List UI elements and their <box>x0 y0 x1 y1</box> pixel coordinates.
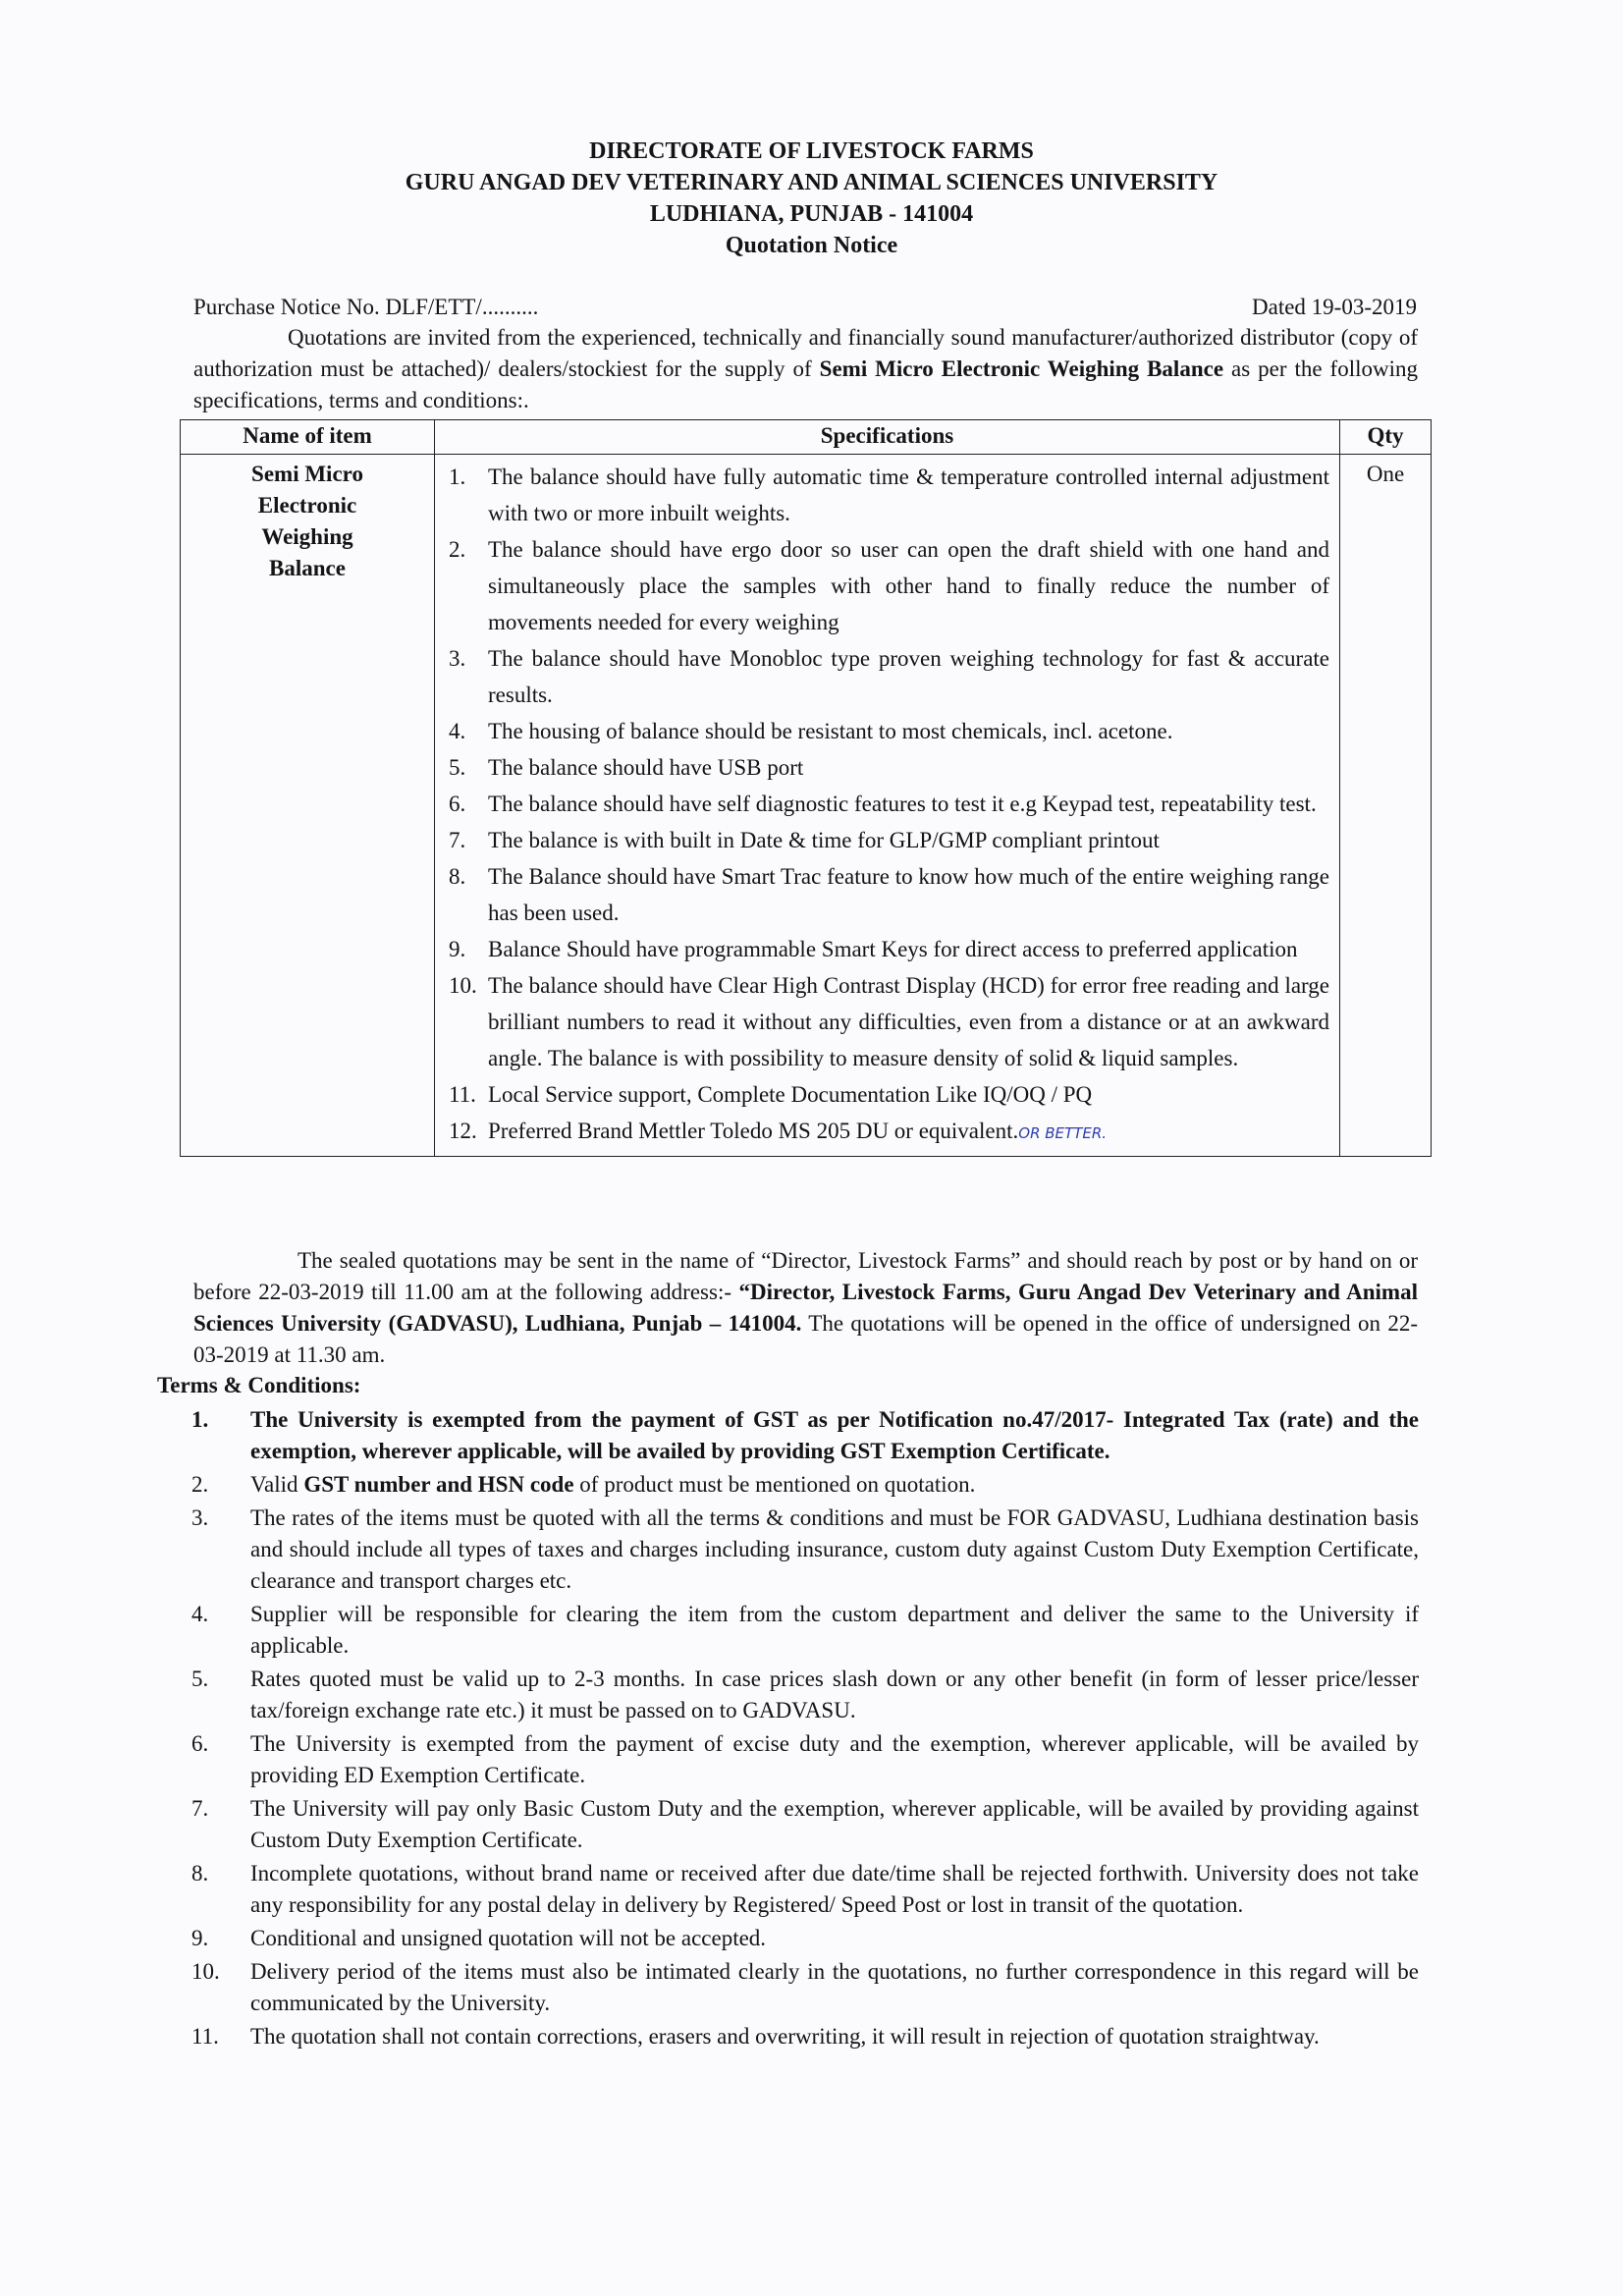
term-item <box>191 1728 1419 1791</box>
spec-text: The balance is with built in Date & time for GLP/GMP compliant printout <box>488 828 1160 852</box>
spec-number: 3. <box>449 646 466 671</box>
term-item <box>191 1956 1419 2019</box>
term-text: The rates of the items must be quoted with all the terms & conditions and must be FOR GADVASU, Ludhiana destination basis and should include all types of taxes and charges including insurance, custom duty against Custom Duty Exemption Certificate, clearance and transport charges etc. <box>250 1505 1419 1593</box>
spec-number: 11. <box>449 1082 476 1107</box>
term-item <box>191 1599 1419 1662</box>
item-name-cell <box>181 455 435 1157</box>
term-number: 4. <box>191 1602 209 1626</box>
header-directorate: DIRECTORATE OF LIVESTOCK FARMS <box>589 138 1034 164</box>
purchase-notice-number: Purchase Notice No. DLF/ETT/.......... <box>193 295 539 319</box>
notice-date: Dated 19-03-2019 <box>1252 295 1417 319</box>
intro-text-2: as per the following specifications, terms and conditions:. <box>193 356 1418 412</box>
spec-item <box>449 1076 1329 1113</box>
term-number: 1. <box>191 1407 209 1432</box>
spec-item <box>449 531 1329 640</box>
term-number: 10. <box>191 1959 220 1984</box>
spec-text: The balance should have Clear High Contrast Display (HCD) for error free reading and large brilliant numbers to read it without any difficulties, even from a distance or at an awkward angle. The balance is with possibility to measure density of solid & liquid samples. <box>488 973 1329 1070</box>
term-item <box>191 1793 1419 1856</box>
intro-text-1: Quotations are invited from the experienced, technically and financially sound manufacturer/authorized distributor (copy of authorization must be attached)/ dealers/stockiest for the supply of <box>193 325 1418 381</box>
spec-item <box>449 1113 1329 1152</box>
submission-text-1: The sealed quotations may be sent in the name of “Director, Livestock Farms” and should reach by post or by hand on or before 22-03-2019 till 11.00 am at the following address:- <box>193 1248 1418 1304</box>
term-text: The University is exempted from the payment of GST as per Notification no.47/2017- Integrated Tax (rate) and the exemption, wherever applicable, will be availed by providing GST Exemption Certificate. <box>250 1407 1419 1463</box>
intro-item-name: Semi Micro Electronic Weighing Balance <box>819 356 1224 381</box>
spec-item <box>449 931 1329 967</box>
spec-text: Balance Should have programmable Smart Keys for direct access to preferred application <box>488 937 1298 961</box>
submission-paragraph <box>193 1245 1418 1371</box>
term-text: The University is exempted from the payment of excise duty and the exemption, wherever applicable, will be availed by providing ED Exemption Certificate. <box>250 1731 1419 1787</box>
table-header-row <box>181 420 1432 455</box>
spec-number: 1. <box>449 465 466 489</box>
handwritten-note: OR BETTER. <box>1018 1124 1108 1142</box>
term-number: 11. <box>191 2024 219 2049</box>
term-text: Rates quoted must be valid up to 2-3 months. In case prices slash down or any other benefit (in form of lesser price/lesser tax/foreign exchange rate etc.) it must be passed on to GADVASU. <box>250 1667 1419 1722</box>
header-university: GURU ANGAD DEV VETERINARY AND ANIMAL SCIENCES UNIVERSITY <box>405 170 1218 195</box>
specification-table <box>180 419 1432 1157</box>
term-item <box>191 1404 1419 1467</box>
spec-item <box>449 640 1329 713</box>
spec-number: 12. <box>449 1119 477 1143</box>
header-qty: Qty <box>1340 420 1432 455</box>
spec-item <box>449 459 1329 531</box>
term-item <box>191 1923 1419 1954</box>
spec-number: 4. <box>449 719 466 743</box>
spec-number: 8. <box>449 864 466 889</box>
term-text: Conditional and unsigned quotation will not be accepted. <box>250 1926 767 1950</box>
term-text: The University will pay only Basic Custom Duty and the exemption, wherever applicable, will be availed by providing against Custom Duty Exemption Certificate. <box>250 1796 1419 1852</box>
specifications-cell <box>435 455 1340 1157</box>
header-notice-title: Quotation Notice <box>725 233 898 258</box>
spec-number: 7. <box>449 828 466 852</box>
spec-number: 9. <box>449 937 466 961</box>
spec-text: The balance should have USB port <box>488 755 804 780</box>
term-number: 9. <box>191 1926 209 1950</box>
header-name-of-item: Name of item <box>181 420 435 455</box>
spec-item <box>449 786 1329 822</box>
spec-text: The housing of balance should be resistant to most chemicals, incl. acetone. <box>488 719 1173 743</box>
term-text-bold: GST number and HSN code <box>303 1472 574 1497</box>
spec-number: 10. <box>449 973 477 998</box>
spec-number: 5. <box>449 755 466 780</box>
document-header <box>0 136 1623 261</box>
qty-cell: One <box>1340 455 1432 1157</box>
terms-heading: Terms & Conditions: <box>157 1373 361 1397</box>
spec-item <box>449 858 1329 931</box>
term-item <box>191 2021 1419 2052</box>
spec-text: The balance should have ergo door so user can open the draft shield with one hand and simultaneously place the samples with other hand to finally reduce the number of movements needed for every weighing <box>488 537 1329 634</box>
intro-paragraph <box>193 322 1418 416</box>
submission-address: “Director, Livestock Farms, Guru Angad Dev Veterinary and Animal Sciences University (GADVASU), Ludhiana, Punjab – 141004. <box>193 1280 1418 1336</box>
term-number: 7. <box>191 1796 209 1821</box>
term-text: Incomplete quotations, without brand name or received after due date/time shall be rejected forthwith. University does not take any responsibility for any postal delay in delivery by Registered/ Speed Post or lost in transit of the quotation. <box>250 1861 1419 1917</box>
spec-text: The balance should have fully automatic time & temperature controlled internal adjustment with two or more inbuilt weights. <box>488 465 1329 525</box>
spec-text: Preferred Brand Mettler Toledo MS 205 DU or equivalent.OR BETTER. <box>488 1119 1108 1143</box>
term-item <box>191 1858 1419 1921</box>
header-specifications: Specifications <box>435 420 1340 455</box>
spec-text: The Balance should have Smart Trac feature to know how much of the entire weighing range has been used. <box>488 864 1329 925</box>
item-name: Semi Micro Electronic Weighing Balance <box>251 462 363 580</box>
spec-item <box>449 822 1329 858</box>
term-number: 5. <box>191 1667 209 1691</box>
submission-text-2: The quotations will be opened in the office of undersigned on 22-03-2019 at 11.30 am. <box>193 1311 1419 1367</box>
spec-text: The balance should have Monobloc type proven weighing technology for fast & accurate results. <box>488 646 1329 707</box>
spec-number: 2. <box>449 537 466 562</box>
term-text-part: of product must be mentioned on quotation. <box>573 1472 976 1497</box>
term-text: Supplier will be responsible for clearing the item from the custom department and deliver the same to the University if applicable. <box>250 1602 1419 1658</box>
term-text-part: Valid <box>250 1472 304 1497</box>
term-item <box>191 1469 1419 1501</box>
term-text: Delivery period of the items must also be intimated clearly in the quotations, no further correspondence in this regard will be communicated by the University. <box>250 1959 1419 2015</box>
table-row <box>181 455 1432 1157</box>
term-number: 2. <box>191 1472 209 1497</box>
spec-text: The balance should have self diagnostic features to test it e.g Keypad test, repeatability test. <box>488 792 1317 816</box>
spec-number: 6. <box>449 792 466 816</box>
spec-item <box>449 967 1329 1076</box>
header-address: LUDHIANA, PUNJAB - 141004 <box>649 201 974 227</box>
term-text <box>250 1469 1419 1501</box>
term-number: 8. <box>191 1861 209 1886</box>
terms-list <box>191 1404 1419 2054</box>
reference-row <box>193 295 1417 320</box>
term-text: The quotation shall not contain corrections, erasers and overwriting, it will result in rejection of quotation straightway. <box>250 2024 1320 2049</box>
spec-item <box>449 749 1329 786</box>
spec-item <box>449 713 1329 749</box>
term-item <box>191 1503 1419 1597</box>
specifications-list <box>449 459 1329 1152</box>
spec-text: Local Service support, Complete Documentation Like IQ/OQ / PQ <box>488 1082 1093 1107</box>
term-number: 3. <box>191 1505 209 1530</box>
term-item <box>191 1664 1419 1726</box>
term-number: 6. <box>191 1731 209 1756</box>
